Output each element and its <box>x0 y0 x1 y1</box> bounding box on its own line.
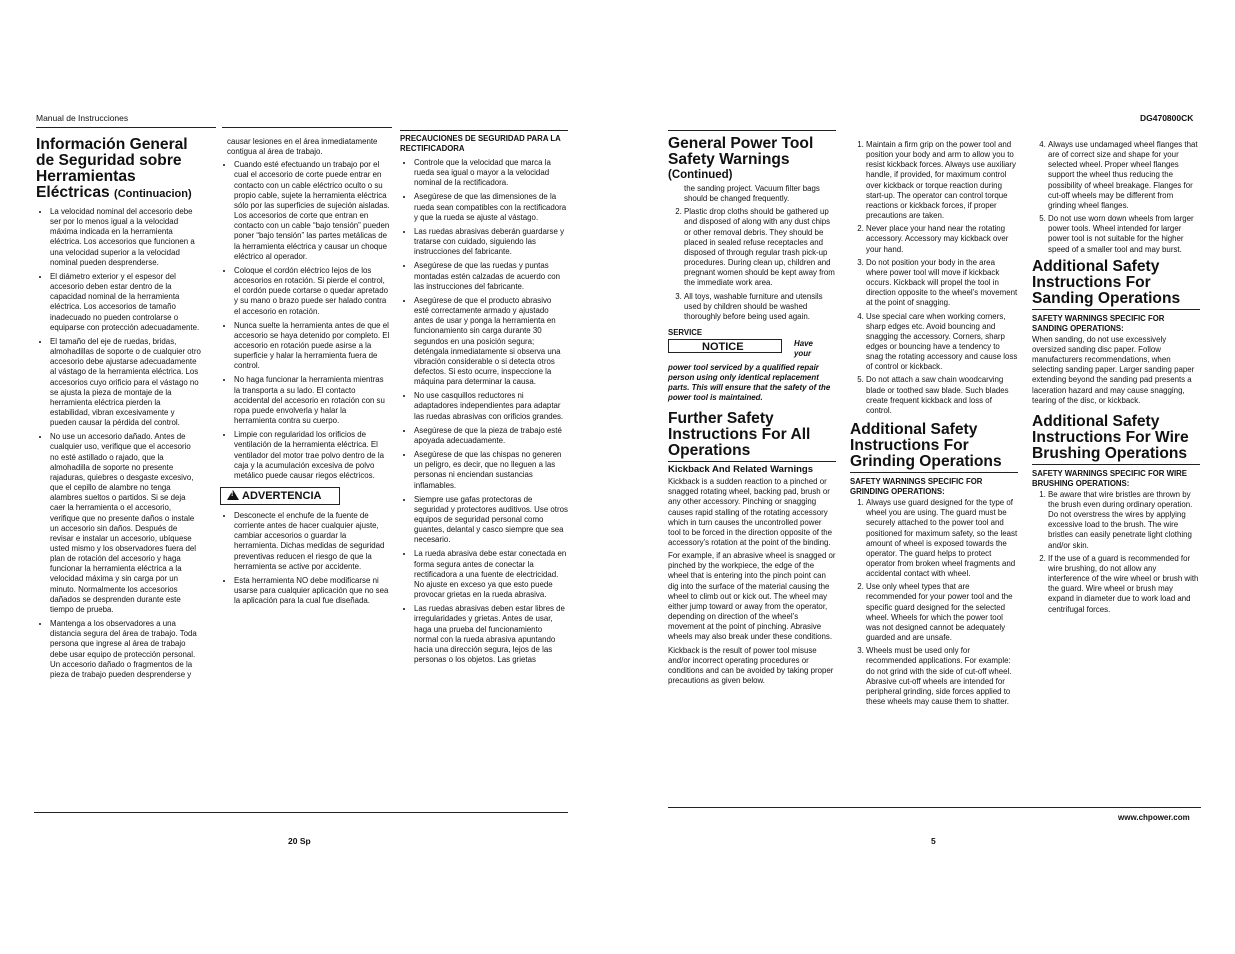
right-col-1 <box>668 136 836 689</box>
numbered-list <box>850 498 1018 707</box>
list-item: • Cuando esté efectuando un trabajo por el cual el accesorio de corte puede entrar en contacto con un cable eléctrico oculto o su propio cable, sujete la herramienta eléctrica sólo por las superficies de sujeción aisladas. Los accesorios de corte que entran en contacto con un cable “bajo tensión” pueden poner “bajo tensión” las partes metálicas de la herramienta eléctrica y causar un choque eléctrico al operador. <box>234 160 390 262</box>
list-item: 3. Do not position your body in the area where power tool will move if kickback occurs. Kickback will propel the tool in direction opposite to the wheel’s movement at the point of snagging. <box>866 258 1018 309</box>
paragraph: Kickback is a sudden reaction to a pinched or snagged rotating wheel, backing pad, brush or any other accessory. Pinching or snagging causes rapid stalling of the rotating accessory which in turn causes the uncontrolled power tool to be forced in the direction opposite of the accessory’s rotation at the point of the binding. <box>668 477 833 547</box>
bullet-list <box>400 158 568 665</box>
list-item: • No use un accesorio dañado. Antes de cualquier uso, verifique que el accesorio no esté astillado o rajado, que la almohadilla de soporte no presente rajaduras, quiebres o desgaste excesivo, que el cepillo de alambre no tenga alambres sueltos o partidos. Si se deja caer la herramienta o el accesorio, verifique que no presente daños o instale un accesorio sin daños. Después de revisar e instalar un accesorio, ubíquese usted mismo y los observadores fuera del plan de rotación del accesorio y haga funcionar la herramienta eléctrica a la velocidad máxima y sin carga por un minuto. Normalmente los accesorios dañados se desprenden durante este tiempo de prueba. <box>50 432 201 615</box>
page-number: 5 <box>931 836 936 846</box>
list-item: • Asegúrese de que la pieza de trabajo esté apoyada adecuadamente. <box>414 426 568 446</box>
list-item: 2. Never place your hand near the rotating accessory. Accessory may kickback over your hand. <box>866 224 1018 254</box>
list-item: • Coloque el cordón eléctrico lejos de los accesorios en rotación. Si pierde el control, el cordón puede cortarse o quedar apretado y su mano o brazo puede ser halado contra el accesorio en rotación. <box>234 266 390 317</box>
list-item: 3. All toys, washable furniture and utensils used by children should be washed thoroughly before being used again. <box>684 292 836 322</box>
list-item: • El diámetro exterior y el espesor del accesorio deben estar dentro de la capacidad nominal de la herramienta eléctrica. Los accesorios de tamaño inadecuado no pueden controlarse o equiparse con protección adecuadamente. <box>50 272 201 333</box>
list-item: • Asegúrese de que las dimensiones de la rueda sean compatibles con la rectificadora y que la rueda se ajuste al vástago. <box>414 192 568 222</box>
list-item: • Las ruedas abrasivas deben estar libres de irregularidades y grietas. Antes de usar, haga una prueba del funcionamiento normal con la rueda abrasiva apuntando hacia una dirección segura, lejos de las personas o los objetos. Las grietas <box>414 604 568 665</box>
paragraph: Kickback is the result of power tool misuse and/or incorrect operating procedures or conditions and can be avoided by taking proper precautions as given below. <box>668 645 834 685</box>
grinding-title: Additional Safety Instructions For Grinding Operations <box>850 422 1018 473</box>
list-item: • La velocidad nominal del accesorio debe ser por lo menos igual a la velocidad máxima indicada en la herramienta eléctrica. Los accesorios que funcionen a una velocidad superior a la velocidad nominal pueden desprenderse. <box>50 207 201 268</box>
bullet-list <box>36 207 201 680</box>
left-col-3 <box>400 134 568 669</box>
rule <box>668 130 836 131</box>
list-item: • La rueda abrasiva debe estar conectada en forma segura antes de conectar la rectificadora a una fuente de electricidad. No ajuste en exceso ya que esto puede provocar grietas en la rueda abrasiva. <box>414 549 568 600</box>
list-item: • Controle que la velocidad que marca la rueda sea igual o mayor a la velocidad nominal de la rectificadora. <box>414 158 568 188</box>
continued-text: causar lesiones en el área inmediatamente contigua al área de trabajo. <box>227 137 378 157</box>
warning-label: !ADVERTENCIA <box>220 487 340 505</box>
footer-url: www.chpower.com <box>1118 813 1190 822</box>
left-col-2 <box>220 137 390 610</box>
list-item: • Asegúrese de que las ruedas y puntas montadas estén calzadas de acuerdo con las instrucciones del fabricante. <box>414 261 568 291</box>
list-item: 4. Always use undamaged wheel flanges that are of correct size and shape for your selected wheel. Proper wheel flanges support the wheel thus reducing the possibility of wheel breakage. Flanges for cut-off wheels may be different from grinding wheel flanges. <box>1048 140 1200 211</box>
list-item: • Asegúrese de que el producto abrasivo esté correctamente armado y ajustado antes de usar y ponga la herramienta en funcionamiento sin carga durante 30 segundos en una posición segura; deténgala inmediatamente si observa una vibración considerable o si detecta otros defectos. Si esto ocurre, inspeccione la máquina para determinar la causa. <box>414 296 568 387</box>
list-item: • Las ruedas abrasivas deberán guardarse y tratarse con cuidado, siguiendo las instrucciones del fabricante. <box>414 227 568 257</box>
further-title: Further Safety Instructions For All Operations <box>668 411 836 462</box>
numbered-list <box>1032 140 1200 255</box>
notice-row <box>668 339 836 363</box>
list-item: • Mantenga a los observadores a una distancia segura del área de trabajo. Toda persona que ingrese al área de trabajo debe usar equipo de protección personal. Un accesorio dañado o fragmentos de la pieza de trabajo pueden desprenderse y <box>50 619 201 680</box>
sanding-heading: SAFETY WARNINGS SPECIFIC FOR SANDING OPERATIONS: <box>1032 313 1165 333</box>
section-heading: PRECAUCIONES DE SEGURIDAD PARA LA RECTIFICADORA <box>400 134 561 153</box>
rule <box>222 127 392 128</box>
section-title: General Power Tool Safety Warnings (Continued) <box>668 135 814 181</box>
grinding-heading: SAFETY WARNINGS SPECIFIC FOR GRINDING OPERATIONS: <box>850 477 983 497</box>
list-item: 3. Wheels must be used only for recommended applications. For example: do not grind with the side of cut-off wheel. Abrasive cut-off wheels are intended for peripheral grinding, side forces applied to these wheels may cause them to shatter. <box>866 646 1018 707</box>
list-item: 1. Be aware that wire bristles are thrown by the brush even during ordinary operation. Do not overstress the wires by applying excessive load to the brush. The wire bristles can easily penetrate light clothing and/or skin. <box>1048 490 1200 551</box>
paragraph: When sanding, do not use excessively oversized sanding disc paper. Follow manufacturers recommendations, when selecting sanding paper. Larger sanding paper extending beyond the sanding pad presents a laceration hazard and may cause snagging, tearing of the disc, or kickback. <box>1032 334 1195 405</box>
right-col-2 <box>850 140 1018 710</box>
wire-heading: SAFETY WARNINGS SPECIFIC FOR WIRE BRUSHING OPERATIONS: <box>1032 468 1187 488</box>
list-item: • Esta herramienta NO debe modificarse ni usarse para cualquier aplicación que no sea la aplicación para la cual fue diseñada. <box>234 576 390 606</box>
numbered-list <box>1032 490 1200 615</box>
notice-lead: Have your <box>794 339 813 359</box>
sanding-title: Additional Safety Instructions For Sanding Operations <box>1032 259 1200 310</box>
warning-triangle-icon <box>227 490 239 500</box>
rule <box>400 130 568 131</box>
numbered-list <box>850 140 1018 416</box>
list-item: • Siempre use gafas protectoras de seguridad y protectores auditivos. Use otros equipos de seguridad personal como guantes, delantal y casco siempre que sea necesario. <box>414 495 568 546</box>
service-heading: SERVICE <box>668 328 703 338</box>
list-item: 2. Plastic drop cloths should be gathered up and disposed of along with any dust chips or other removal debris. They should be placed in sealed refuse receptacles and disposed of through regular trash pick-up procedures. During clean up, children and pregnant women should be kept away from the immediate work area. <box>684 207 836 288</box>
bullet-list <box>220 160 390 481</box>
model-number: DG470800CK <box>1140 113 1194 123</box>
right-col-3 <box>1032 140 1200 618</box>
list-item: 1. Maintain a firm grip on the power tool and position your body and arm to allow you to resist kickback forces. Always use auxiliary handle, if provided, for maximum control over kickback or torque reaction during start-up. The operator can control torque reactions or kickback forces, if proper precautions are taken. <box>866 140 1018 221</box>
list-item: 5. Do not use worn down wheels from larger power tools. Wheel intended for larger power tool is not suitable for the higher speed of a smaller tool and may burst. <box>1048 214 1200 255</box>
list-item: • No use casquillos reductores ni adaptadores independientes para adaptar las ruedas abrasivas con orificios grandes. <box>414 391 568 421</box>
paragraph: For example, if an abrasive wheel is snagged or pinched by the workpiece, the edge of the wheel that is entering into the pinch point can dig into the surface of the material causing the wheel to climb out or kick out. The wheel may either jump toward or away from the operator, depending on direction of the wheel’s movement at the point of pinching. Abrasive wheels may also break under these conditions. <box>668 551 836 642</box>
kickback-heading: Kickback And Related Warnings <box>668 464 813 476</box>
numbered-list <box>668 207 836 322</box>
list-item: 2. If the use of a guard is recommended for wire brushing, do not allow any interference of the wire wheel or brush with the guard. Wire wheel or brush may expand in diameter due to work load and centrifugal forces. <box>1048 554 1200 615</box>
section-title: Información General de Seguridad sobre Herramientas Eléctricas (Continuacion) <box>36 136 192 201</box>
list-item: • Limpie con regularidad los orificios de ventilación de la herramienta eléctrica. El ventilador del motor trae polvo dentro de la caja y la acumulación excesiva de polvo metálico puede causar riegos eléctricos. <box>234 430 390 481</box>
wire-title: Additional Safety Instructions For Wire Brushing Operations <box>1032 414 1200 465</box>
footer-rule <box>34 812 568 813</box>
list-item: • El tamaño del eje de ruedas, bridas, almohadillas de soporte o de cualquier otro accesorio debe ajustarse adecuadamente al vástago de la herramienta eléctrica. Los accesorios cuyo orificio para el vástago no se ajusta la pieza de montaje de la herramienta eléctrica pierden la estabilidad, vibran excesivamente y pueden causar la pérdida del control. <box>50 337 201 428</box>
list-item: 1. Always use guard designed for the type of wheel you are using. The guard must be securely attached to the power tool and positioned for maximum safety, so the least amount of wheel is exposed towards the operator. The guard helps to protect operator from broken wheel fragments and accidental contact with wheel. <box>866 498 1018 579</box>
list-item: • Asegúrese de que las chispas no generen un peligro, es decir, que no lleguen a las personas ni enciendan sustancias inflamables. <box>414 450 568 491</box>
list-item: 5. Do not attach a saw chain woodcarving blade or toothed saw blade. Such blades create frequent kickback and loss of control. <box>866 375 1018 416</box>
continued-text: the sanding project. Vacuum filter bags should be changed frequently. <box>684 184 820 204</box>
bullet-list <box>220 511 390 606</box>
list-item: • No haga funcionar la herramienta mientras la transporta a su lado. El contacto accidental del accesorio en rotación con su ropa puede envolverla y halar la herramienta contra su cuerpo. <box>234 375 390 426</box>
notice-label: NOTICE <box>668 339 782 353</box>
list-item: • Desconecte el enchufe de la fuente de corriente antes de hacer cualquier ajuste, cambiar accesorios o guardar la herramienta. Dichas medidas de seguridad preventivas reducen el riesgo de que la herramienta se active por accidente. <box>234 511 390 572</box>
list-item: • Nunca suelte la herramienta antes de que el accesorio se haya detenido por completo. El accesorio en rotación puede asirse a la superficie y halar la herramienta fuera de control. <box>234 321 390 372</box>
list-item: 4. Use special care when working corners, sharp edges etc. Avoid bouncing and snagging the accessory. Corners, sharp edges or bouncing have a tendency to snag the rotating accessory and cause loss of control or kickback. <box>866 312 1018 373</box>
footer-rule <box>668 807 1201 808</box>
left-col-1 <box>36 137 201 684</box>
page-number: 20 Sp <box>288 836 311 846</box>
rule <box>36 127 216 128</box>
list-item: 2. Use only wheel types that are recommended for your power tool and the specific guard designed for the selected wheel. Wheels for which the power tool was not designed cannot be adequately guarded and are unsafe. <box>866 582 1018 643</box>
left-page-header: Manual de Instrucciones <box>36 113 129 123</box>
notice-text: power tool serviced by a qualified repair person using only identical replacement parts. This will ensure that the safety of the power tool is maintained. <box>668 363 831 403</box>
